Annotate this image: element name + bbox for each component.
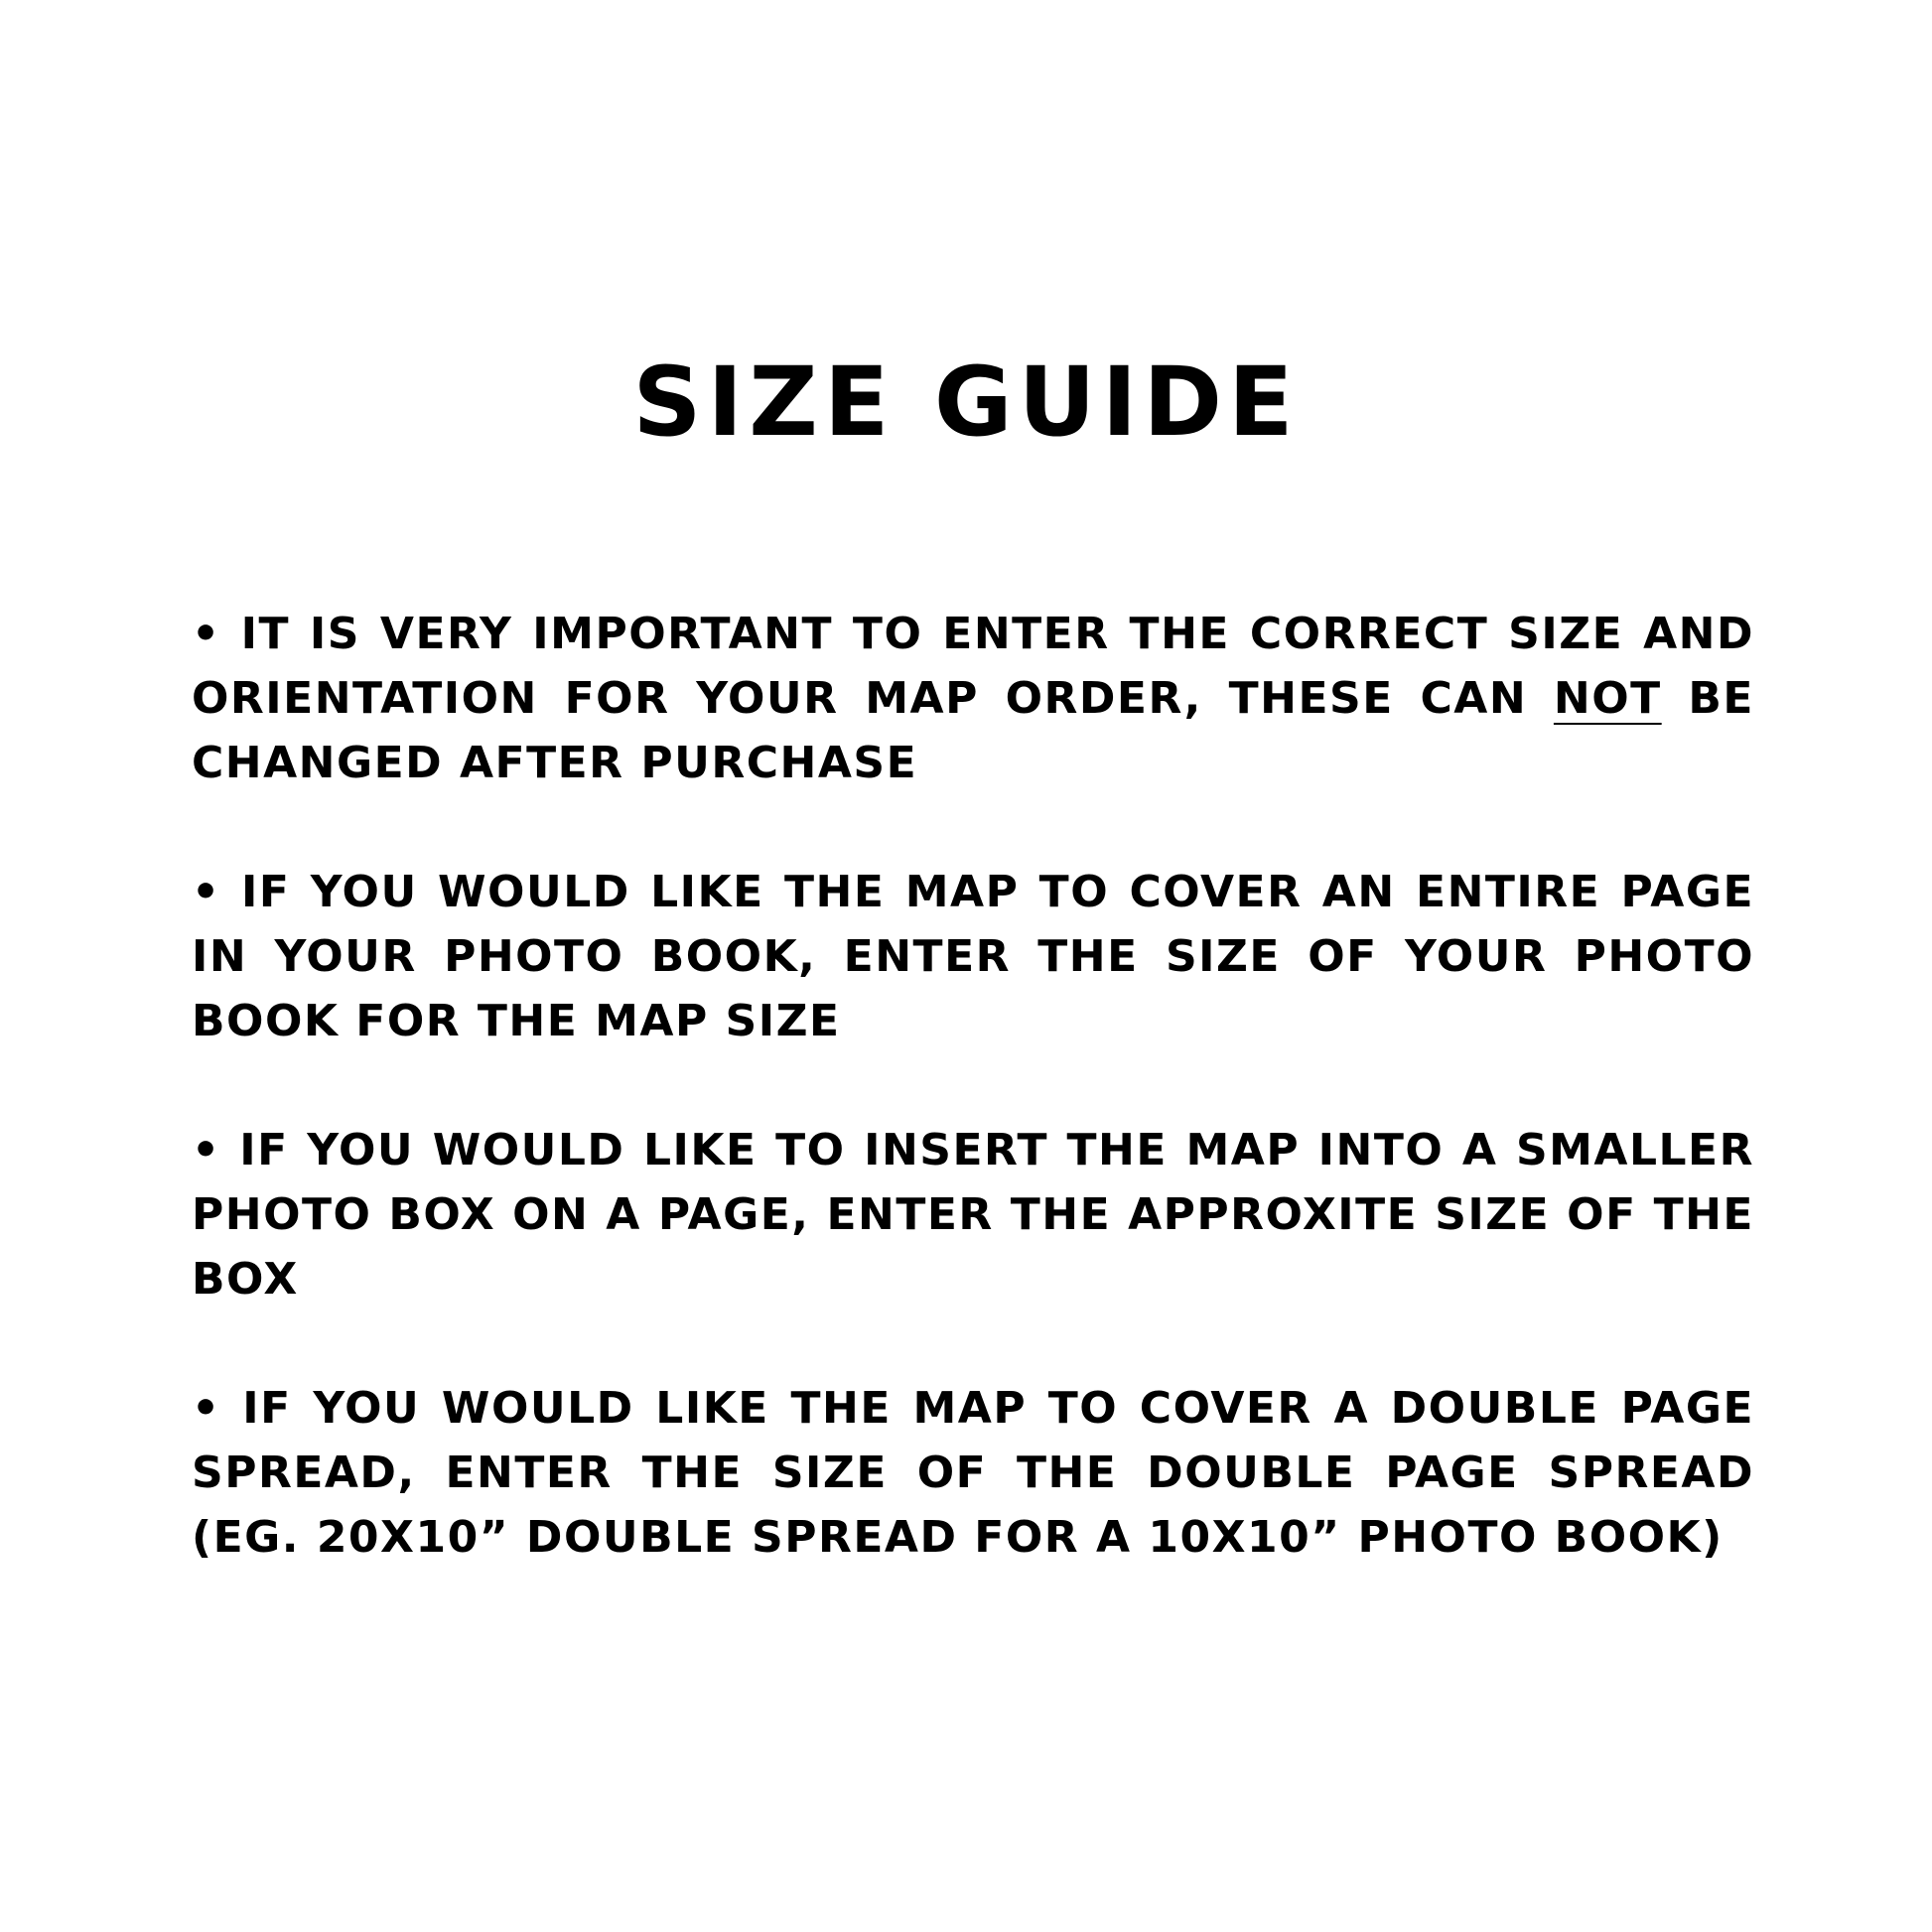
bullet-glyph: • — [192, 1125, 221, 1175]
bullet-glyph: • — [192, 867, 221, 917]
bullet-text: IF YOU WOULD LIKE THE MAP TO COVER AN ENTIRE PAGE IN YOUR PHOTO BOOK, ENTER THE SIZE OF YOUR PHOTO BOOK FOR THE MAP SIZE — [192, 867, 1754, 1046]
bullet-item-double-spread — [192, 1376, 1754, 1570]
bullet-text-before: IT IS VERY IMPORTANT TO ENTER THE CORRECT SIZE AND ORIENTATION FOR YOUR MAP ORDER, THESE CAN — [192, 609, 1755, 724]
bullet-text: IF YOU WOULD LIKE TO INSERT THE MAP INTO A SMALLER PHOTO BOX ON A PAGE, ENTER THE APPROXITE SIZE OF THE BOX — [192, 1125, 1754, 1305]
bullet-text-after: BE CHANGED AFTER PURCHASE — [192, 673, 1754, 788]
page-title: SIZE GUIDE — [632, 346, 1300, 458]
bullet-text: IF YOU WOULD LIKE THE MAP TO COVER A DOUBLE PAGE SPREAD, ENTER THE SIZE OF THE DOUBLE PAGE SPREAD (EG. 20X10” DOUBLE SPREAD FOR A 10X10” PHOTO BOOK) — [192, 1383, 1755, 1563]
bullet-glyph: • — [192, 609, 221, 659]
bullet-item-smaller-box — [192, 1118, 1754, 1311]
bullet-glyph: • — [192, 1383, 221, 1434]
bullet-item-entire-page — [192, 860, 1754, 1053]
bullet-item-correct-size — [192, 602, 1754, 795]
bullet-list — [192, 602, 1754, 1570]
emphasis-not: NOT — [1553, 673, 1662, 724]
